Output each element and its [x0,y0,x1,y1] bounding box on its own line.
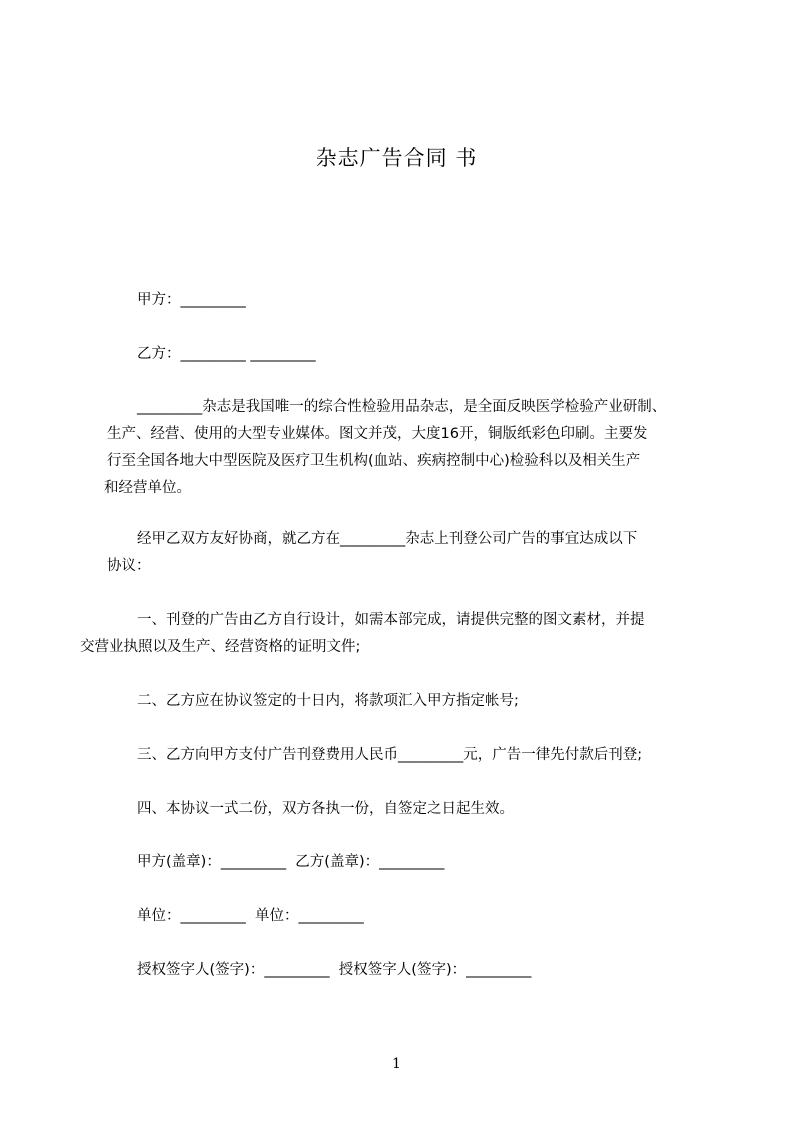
agreement-paragraph [100,528,710,580]
agreement-line-2: 协议： [107,558,151,574]
seal-signature-line: 甲方(盖章)：_________ 乙方(盖章)：_________ [137,854,445,870]
agreement-line-1: 经甲乙双方友好协商，就乙方在_________杂志上刊登公司广告的事宜达成以下 [137,531,638,547]
clause-2: 二、乙方应在协议签定的十日内，将款项汇入甲方指定帐号; [137,693,519,709]
party-a-line: 甲方：_________ [137,292,246,308]
clause-1-line-1: 一、刊登的广告由乙方自行设计，如需本部完成，请提供完整的图文素材，并提 [137,612,645,628]
clause-4: 四、本协议一式二份，双方各执一份，自签定之日起生效。 [137,801,514,817]
intro-line-2: 生产、经营、使用的大型专业媒体。图文并茂，大度16开，铜版纸彩色印刷。主要发 [107,426,648,442]
unit-signature-line: 单位：_________ 单位：_________ [137,908,364,924]
intro-line-3: 行至全国各地大中型医院及医疗卫生机构(血站、疾病控制中心)检验科以及相关生产 [107,453,641,469]
intro-paragraph [100,396,725,496]
clause-1-line-2: 交营业执照以及生产、经营资格的证明文件; [80,639,361,655]
document-title: 杂志广告合同 书 [315,146,478,170]
clause-3: 三、乙方向甲方支付广告刊登费用人民币_________元，广告一律先付款后刊登; [137,747,643,763]
party-b-line: 乙方：_________ _________ [137,346,316,362]
intro-line-1: _________杂志是我国唯一的综合性检验用品杂志，是全面反映医学检验产业研制、 [137,399,667,415]
page-number: 1 [392,1056,401,1072]
clause-1 [80,609,710,661]
intro-line-4: 和经营单位。 [104,480,191,496]
authorized-signature-line: 授权签字人(签字)：_________ 授权签字人(签字)：_________ [137,962,532,978]
